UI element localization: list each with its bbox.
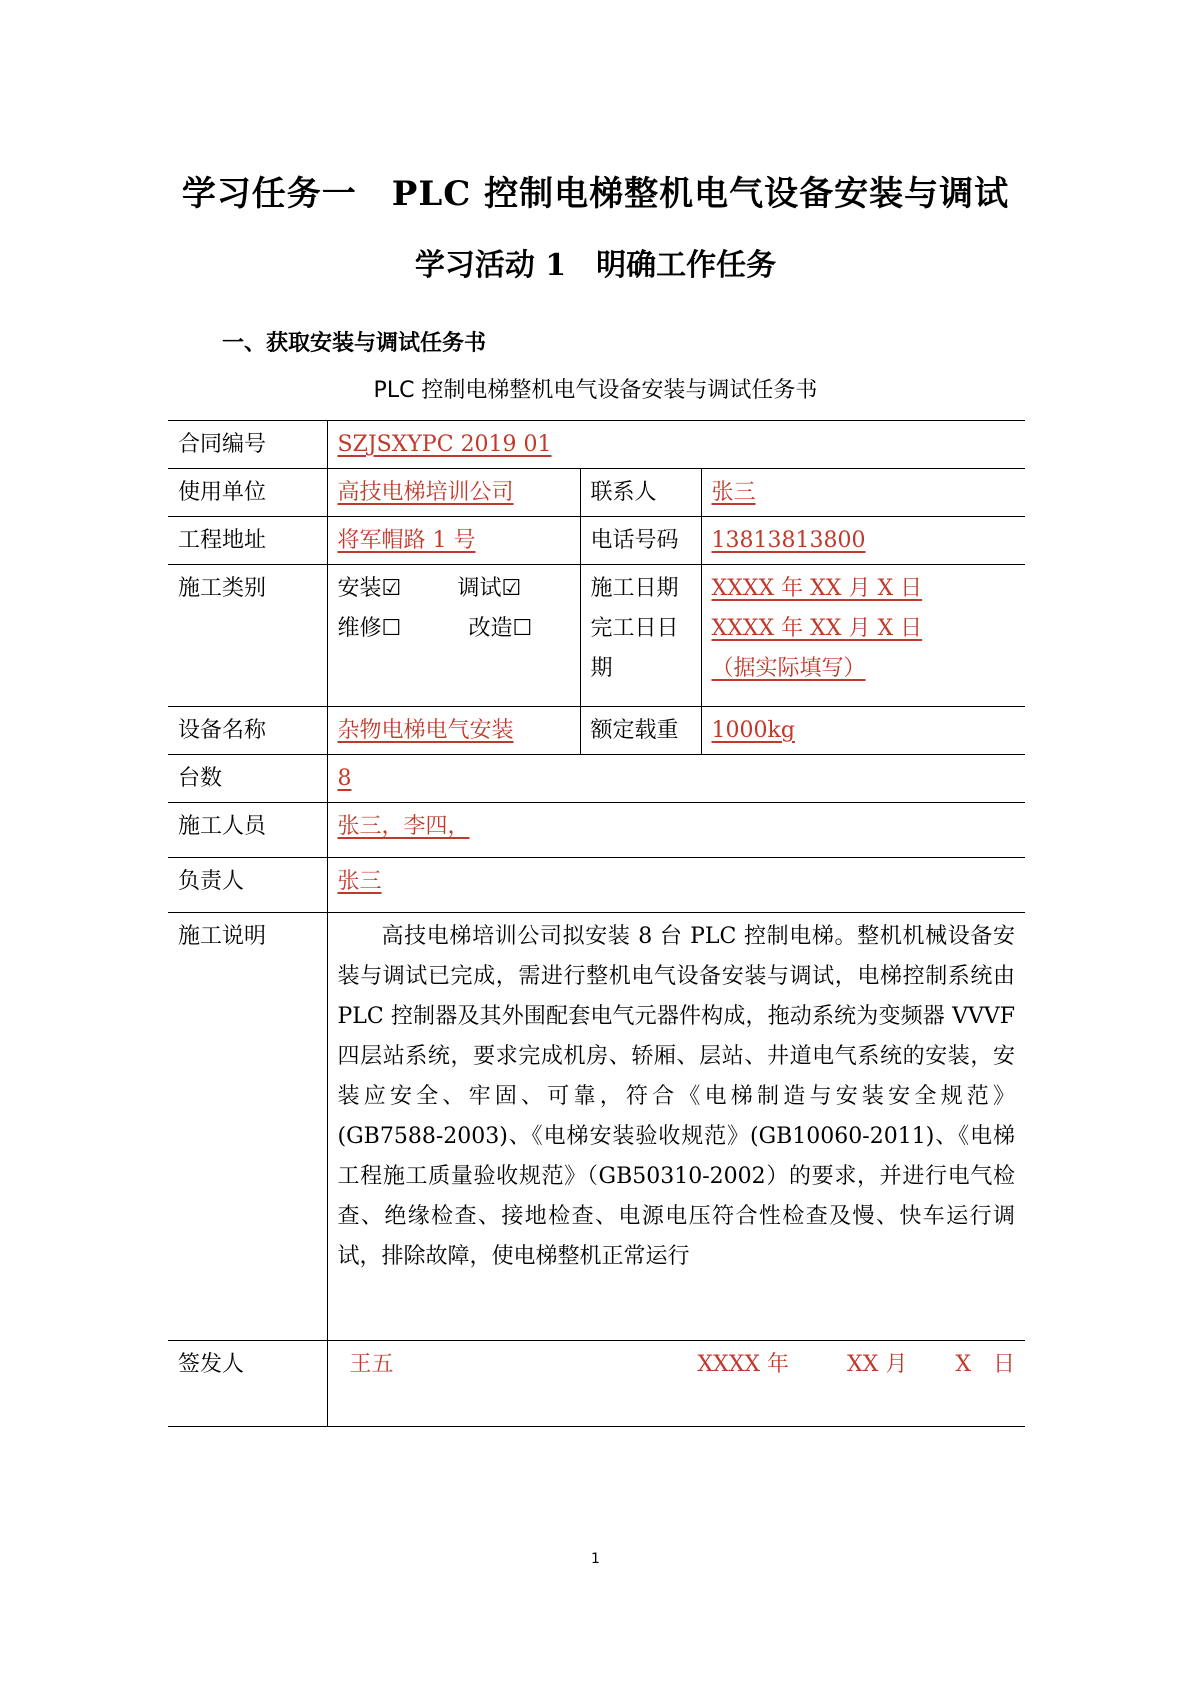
document-subtitle: 学习活动 1 明确工作任务: [414, 248, 777, 283]
document-title: 学习任务一 PLC 控制电梯整机电气设备安装与调试: [181, 174, 1010, 214]
description-text: 高技电梯培训公司拟安装 8 台 PLC 控制电梯。整机机械设备安装与调试已完成，需进行整机电气设备安装与调试，电梯控制系统由 PLC 控制器及其外围配套电气元器件构成，拖动系统为变频器 VVVF 四层站系统，要求完成机房、轿厢、层站、井道电气系统的安装，安装应安全、牢固、可靠，符合《电梯制造与安装安全规范》(GB7588-2003)、《电梯安装验收规范》(GB10060-2011)、《电梯工程施工质量验收规范》（GB50310-2002）的要求，并进行电气检查、绝缘检查、接地检查、电源电压符合性检查及慢、快车运行调试，排除故障，使电梯整机正常运行: [327, 913, 1025, 1341]
row-equipment: [168, 707, 1025, 755]
end-date-value: XXXX 年 XX 月 X 日: [711, 616, 923, 641]
count-value: 8: [337, 766, 352, 791]
row-workers: [168, 803, 1025, 858]
type-label: 施工类别: [168, 565, 327, 707]
section-heading: 一、获取安装与调试任务书: [222, 330, 487, 356]
unit-label: 使用单位: [168, 469, 327, 517]
leader-value: 张三: [337, 869, 382, 894]
load-value: 1000kg: [711, 718, 795, 743]
repair-checkbox[interactable]: 维修☐: [337, 616, 402, 641]
issue-year: XXXX 年: [697, 1352, 790, 1377]
start-date-label: 施工日期: [590, 576, 679, 601]
start-date-value: XXXX 年 XX 月 X 日: [711, 576, 923, 601]
modify-checkbox[interactable]: 改造☐: [468, 616, 533, 641]
page-number: 1: [591, 1551, 600, 1567]
type-row-1: [338, 569, 570, 609]
row-address: [168, 517, 1025, 565]
issuer-sign-row: [338, 1345, 1016, 1385]
issue-date: [697, 1345, 1015, 1385]
row-leader: [168, 858, 1025, 913]
row-unit: [168, 469, 1025, 517]
row-contract-no: [168, 421, 1025, 469]
task-form-table: [168, 420, 1025, 1427]
install-checkbox[interactable]: 安装☑: [337, 576, 402, 601]
equipment-value: 杂物电梯电气安装: [337, 718, 514, 743]
type-row-2: [338, 609, 570, 649]
issuer-name: 王五: [349, 1352, 394, 1377]
count-label: 台数: [168, 755, 327, 803]
issue-day: X 日: [955, 1352, 1016, 1377]
row-issuer: [168, 1341, 1025, 1427]
issuer-label: 签发人: [168, 1341, 327, 1427]
workers-label: 施工人员: [168, 803, 327, 858]
row-count: [168, 755, 1025, 803]
unit-value: 高技电梯培训公司: [337, 480, 514, 505]
address-label: 工程地址: [168, 517, 327, 565]
end-date-label-1: 完工日日: [590, 616, 679, 641]
equipment-label: 设备名称: [168, 707, 327, 755]
leader-label: 负责人: [168, 858, 327, 913]
phone-label: 电话号码: [580, 517, 701, 565]
row-description: [168, 913, 1025, 1341]
contract-no-label: 合同编号: [168, 421, 327, 469]
load-label: 额定载重: [580, 707, 701, 755]
workers-value: 张三，李四，: [337, 814, 470, 839]
end-date-label-2: 期: [590, 656, 613, 681]
contract-no-value: SZJSXYPC 2019 01: [337, 432, 552, 457]
debug-checkbox[interactable]: 调试☑: [457, 576, 522, 601]
address-value: 将军帽路 1 号: [337, 528, 476, 553]
contact-label: 联系人: [580, 469, 701, 517]
issue-month: XX 月: [847, 1352, 908, 1377]
row-type-dates: [168, 565, 1025, 707]
description-label: 施工说明: [168, 913, 327, 1341]
form-caption: PLC 控制电梯整机电气设备安装与调试任务书: [373, 378, 818, 403]
end-date-note: （据实际填写）: [711, 656, 866, 681]
contact-value: 张三: [711, 480, 756, 505]
phone-value: 13813813800: [711, 528, 866, 553]
